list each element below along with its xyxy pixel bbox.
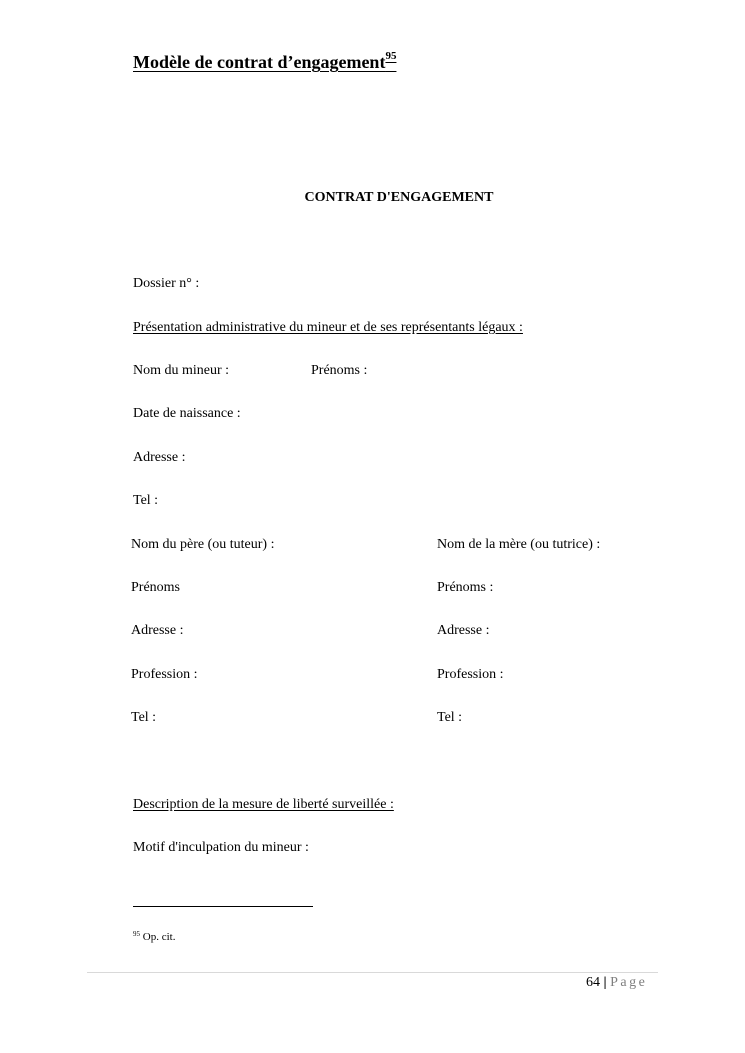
minor-address-label: Adresse :	[133, 450, 186, 465]
page-footer	[586, 975, 647, 991]
page-number: 64	[586, 975, 600, 990]
footnote-number: 95	[133, 930, 140, 938]
mother-address-label: Adresse :	[437, 623, 490, 638]
motif-label: Motif d'inculpation du mineur :	[133, 840, 309, 855]
minor-phone-label: Tel :	[133, 493, 159, 508]
mother-phone-label: Tel :	[437, 710, 463, 725]
father-phone-label: Tel :	[131, 710, 157, 725]
dossier-label: Dossier n° :	[133, 276, 200, 291]
mother-name-label: Nom de la mère (ou tutrice) :	[437, 537, 601, 552]
father-name-label: Nom du père (ou tuteur) :	[131, 537, 275, 552]
father-profession-label: Profession :	[131, 667, 198, 682]
mother-profession-label: Profession :	[437, 667, 504, 682]
father-firstnames-label: Prénoms	[131, 580, 180, 595]
father-address-label: Adresse :	[131, 623, 184, 638]
page-word: Page	[610, 975, 648, 990]
minor-name-label: Nom du mineur :	[133, 363, 230, 378]
mother-firstnames-label: Prénoms :	[437, 580, 494, 595]
section-admin-heading: Présentation administrative du mineur et de ses représentants légaux :	[133, 320, 523, 335]
footnote-separator	[133, 906, 313, 907]
document-title	[133, 50, 396, 73]
section-measure-heading: Description de la mesure de liberté surveillée :	[133, 797, 394, 812]
footnote-reference: 95	[385, 50, 397, 62]
birthdate-label: Date de naissance :	[133, 406, 241, 421]
footnote-text: Op. cit.	[142, 931, 176, 943]
footer-rule	[87, 972, 658, 973]
contract-title: CONTRAT D'ENGAGEMENT	[304, 190, 494, 205]
page-separator: |	[603, 975, 607, 990]
minor-firstnames-label: Prénoms :	[311, 363, 368, 378]
title-text: Modèle de contrat d’engagement	[133, 52, 386, 72]
footnote	[133, 930, 175, 943]
